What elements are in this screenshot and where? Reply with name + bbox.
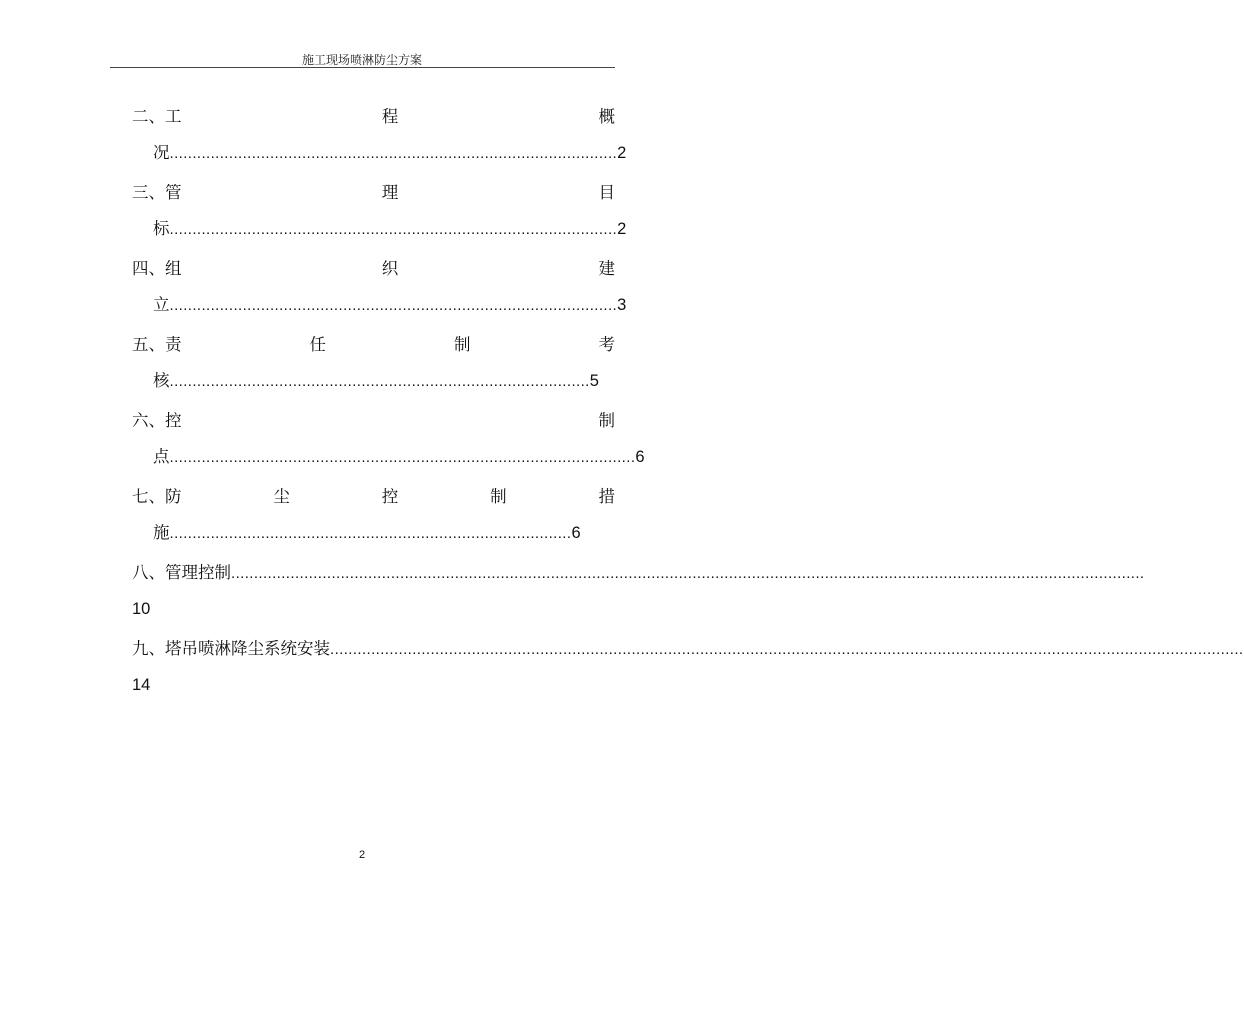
toc-page-number: 14 [132, 676, 151, 694]
toc-leader-dots: ............................................................................................ [169, 373, 590, 390]
toc-entry-title-line [132, 257, 615, 281]
toc-entry-title-line [132, 105, 615, 129]
toc-leader-dots: ...................................................................................................... [169, 449, 636, 466]
toc-page-number: 2 [617, 220, 627, 238]
toc-entry-title-line [132, 561, 1145, 585]
toc-title-segment: 尘 [273, 487, 290, 506]
toc-entry-title: 管理控制 [165, 563, 231, 582]
toc-leader-dots: .................................................................................................. [169, 221, 618, 238]
toc-entry-title-line [132, 409, 615, 433]
toc-title-segment: 核 [153, 371, 170, 390]
toc-page-number: 3 [617, 296, 627, 314]
toc-leader-dots: ........................................................................................................................................................................................................ [330, 641, 1244, 658]
toc-entry-continuation-line [153, 521, 581, 545]
toc-title-segment: 标 [153, 219, 170, 238]
toc-entry-title-line [132, 333, 615, 357]
toc-entry-prefix: 九、 [132, 639, 165, 658]
toc-title-segment: 制 [490, 487, 507, 506]
page-number: 2 [358, 849, 366, 861]
toc-page-number: 6 [571, 524, 581, 542]
toc-title-segment: 五、责 [132, 335, 182, 354]
toc-leader-dots: .................................................................................................. [169, 297, 618, 314]
toc-title-segment: 二、工 [132, 107, 182, 126]
header-divider [110, 67, 615, 68]
toc-leader-dots: .................................................................................................. [169, 145, 618, 162]
toc-title-segment: 考 [598, 335, 615, 354]
toc-page-number: 2 [617, 144, 627, 162]
toc-title-segment: 七、防 [132, 487, 182, 506]
toc-title-segment: 控 [381, 487, 399, 506]
toc-entry-continuation-line [132, 597, 615, 621]
page-header-title: 施工现场喷淋防尘方案 [301, 53, 422, 67]
toc-title-segment: 施 [153, 523, 170, 542]
toc-entry-continuation-line [153, 141, 626, 165]
toc-page-number: 6 [635, 448, 645, 466]
toc-leader-dots: ........................................................................................................................................................................................................ [231, 565, 1145, 582]
toc-entry-continuation-line [153, 369, 599, 393]
toc-title-segment: 措 [598, 487, 615, 506]
toc-entry-continuation-line [153, 217, 626, 241]
toc-title-segment: 制 [598, 411, 615, 430]
toc-entry-continuation-line [132, 673, 615, 697]
toc-title-segment: 概 [598, 107, 615, 126]
toc-title-segment: 任 [309, 335, 326, 354]
toc-page-number: 10 [132, 600, 151, 618]
toc-title-segment: 四、组 [132, 259, 182, 278]
toc-leader-dots: ........................................................................................ [169, 525, 572, 542]
toc-title-segment: 立 [153, 295, 170, 314]
toc-title-segment: 六、控 [132, 411, 182, 430]
toc-title-segment: 三、管 [132, 183, 182, 202]
toc-entry-prefix: 八、 [132, 563, 165, 582]
toc-title-segment: 理 [381, 183, 399, 202]
toc-entry-continuation-line [153, 293, 626, 317]
toc-title-segment: 点 [153, 447, 170, 466]
toc-entry-title-line [132, 181, 615, 205]
toc-entry-title-line [132, 485, 615, 509]
toc-page-number: 5 [589, 372, 599, 390]
toc-title-segment: 况 [153, 143, 170, 162]
toc-title-segment: 程 [381, 107, 399, 126]
toc-title-segment: 织 [381, 259, 399, 278]
toc-entry-title-line [132, 637, 1244, 661]
toc-title-segment: 建 [598, 259, 615, 278]
toc-title-segment: 目 [598, 183, 615, 202]
toc-entry-title: 塔吊喷淋降尘系统安装 [165, 639, 330, 658]
toc-entry-continuation-line [153, 445, 645, 469]
toc-title-segment: 制 [454, 335, 471, 354]
